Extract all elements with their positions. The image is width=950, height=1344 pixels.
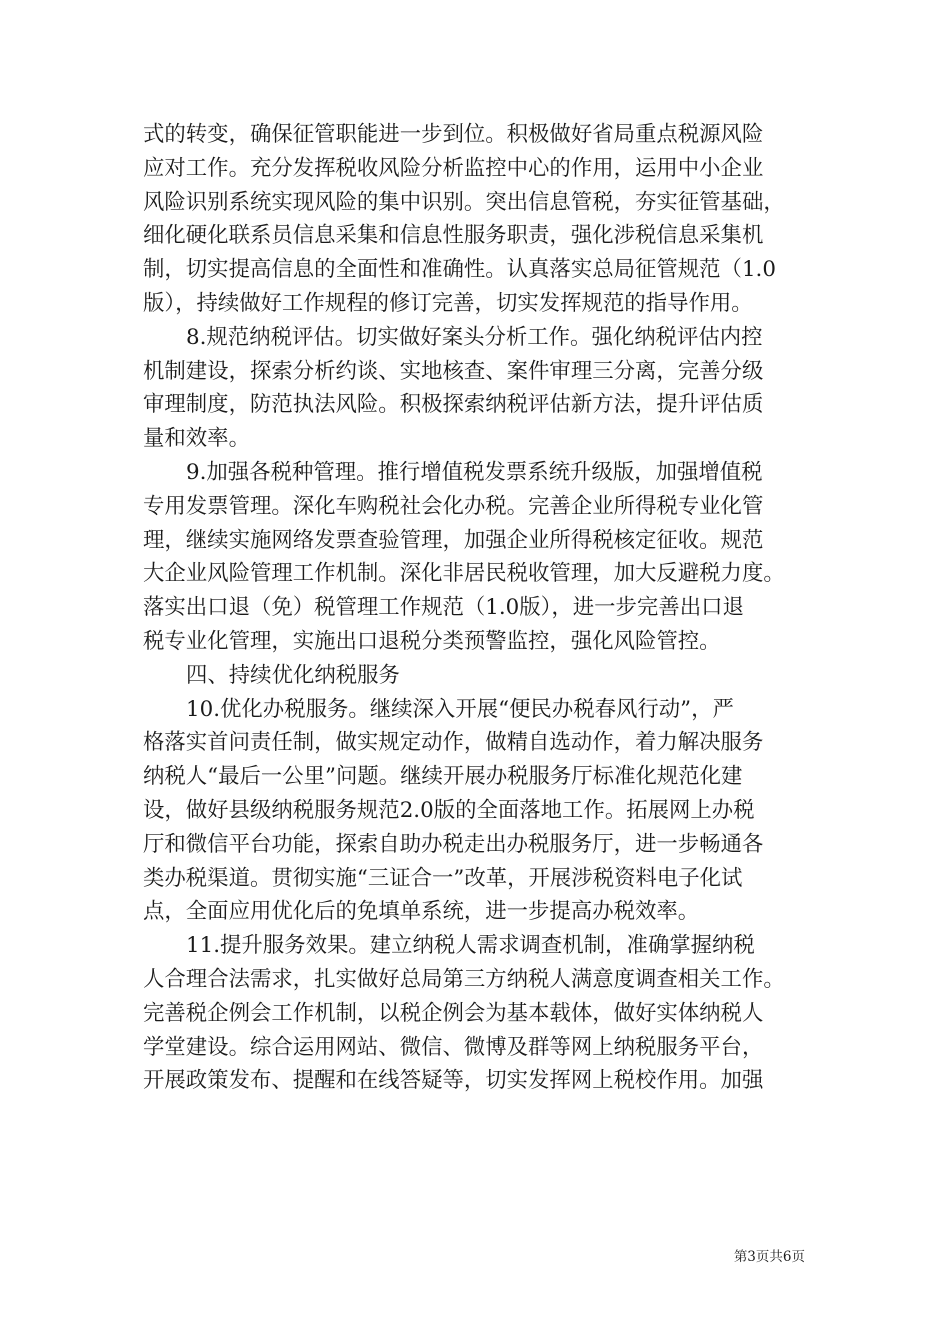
- paragraph-start-line: 10.优化办税服务。继续深入开展“便民办税春风行动”，严: [186, 696, 734, 722]
- paragraph-start-line: 11.提升服务效果。建立纳税人需求调查机制，准确掌握纳税: [186, 933, 755, 959]
- text-line: 风险识别系统实现风险的集中识别。突出信息管税，夯实征管基础，: [143, 189, 785, 215]
- text-line: 细化硬化联系员信息采集和信息性服务职责，强化涉税信息采集机: [143, 223, 764, 249]
- section-heading: 四、持续优化纳税服务: [186, 662, 400, 688]
- text-line: 厅和微信平台功能，探索自助办税走出办税服务厅，进一步畅通各: [143, 831, 764, 857]
- text-line: 设，做好县级纳税服务规范2.0版的全面落地工作。拓展网上办税: [143, 797, 755, 823]
- page-number: 第3页共6页: [733, 1249, 805, 1265]
- text-line: 人合理合法需求，扎实做好总局第三方纳税人满意度调查相关工作。: [143, 966, 785, 992]
- text-line: 开展政策发布、提醒和在线答疑等，切实发挥网上税校作用。加强: [143, 1068, 764, 1094]
- text-line: 格落实首问责任制，做实规定动作，做精自选动作，着力解决服务: [143, 730, 764, 756]
- text-line: 理，继续实施网络发票查验管理，加强企业所得税核定征收。规范: [143, 527, 764, 553]
- text-line: 学堂建设。综合运用网站、微信、微博及群等网上纳税服务平台，: [143, 1034, 764, 1060]
- text-line: 式的转变，确保征管职能进一步到位。积极做好省局重点税源风险: [143, 122, 764, 147]
- text-line: 版），持续做好工作规程的修订完善，切实发挥规范的指导作用。: [143, 290, 753, 316]
- text-line: 完善税企例会工作机制，以税企例会为基本载体，做好实体纳税人: [143, 1000, 764, 1026]
- text-line: 点，全面应用优化后的免填单系统，进一步提高办税效率。: [143, 899, 700, 925]
- text-line: 机制建设，探索分析约谈、实地核查、案件审理三分离，完善分级: [143, 358, 764, 384]
- text-line: 制，切实提高信息的全面性和准确性。认真落实总局征管规范（1.0: [143, 257, 776, 283]
- text-line: 应对工作。充分发挥税收风险分析监控中心的作用，运用中小企业: [143, 155, 764, 181]
- text-line: 专用发票管理。深化车购税社会化办税。完善企业所得税专业化管: [143, 493, 764, 519]
- paragraph-start-line: 8.规范纳税评估。切实做好案头分析工作。强化纳税评估内控: [186, 324, 763, 350]
- text-line: 税专业化管理，实施出口退税分类预警监控，强化风险管控。: [143, 628, 721, 654]
- text-line: 类办税渠道。贯彻实施“三证合一”改革，开展涉税资料电子化试: [143, 865, 743, 891]
- text-line: 审理制度，防范执法风险。积极探索纳税评估新方法，提升评估质: [143, 392, 764, 418]
- document-body: [143, 118, 823, 1098]
- paragraph-start-line: 9.加强各税种管理。推行增值税发票系统升级版，加强增值税: [186, 459, 763, 485]
- text-line: 量和效率。: [143, 426, 250, 452]
- text-line: 纳税人“最后一公里”问题。继续开展办税服务厅标准化规范化建: [143, 764, 743, 790]
- text-line: 落实出口退（免）税管理工作规范（1.0版），进一步完善出口退: [143, 595, 744, 621]
- text-line: 大企业风险管理工作机制。深化非居民税收管理，加大反避税力度。: [143, 561, 785, 587]
